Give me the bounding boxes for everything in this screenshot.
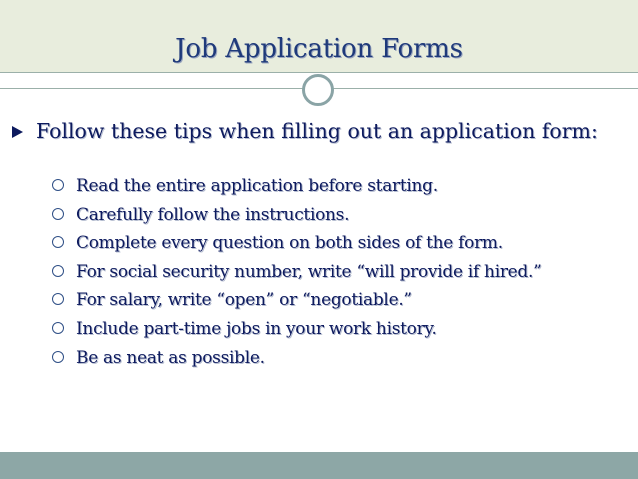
circle-bullet-icon bbox=[52, 179, 64, 191]
list-item bbox=[52, 262, 612, 291]
circle-bullet-icon bbox=[52, 236, 64, 248]
tip-text: Be as neat as possible. bbox=[76, 347, 265, 368]
circle-bullet-icon bbox=[52, 208, 64, 220]
list-item bbox=[52, 176, 612, 205]
triangle-bullet-icon bbox=[12, 126, 23, 138]
tips-list bbox=[52, 176, 612, 376]
lead-bullet bbox=[12, 118, 612, 144]
circle-bullet-icon bbox=[52, 351, 64, 363]
list-item bbox=[52, 233, 612, 262]
list-item bbox=[52, 290, 612, 319]
tip-text: Complete every question on both sides of the form. bbox=[76, 233, 503, 254]
tip-text: Carefully follow the instructions. bbox=[76, 204, 350, 225]
circle-bullet-icon bbox=[52, 293, 64, 305]
list-item bbox=[52, 348, 612, 377]
circle-bullet-icon bbox=[52, 322, 64, 334]
circle-ornament-icon bbox=[302, 74, 334, 106]
circle-bullet-icon bbox=[52, 265, 64, 277]
bottom-accent-bar bbox=[0, 452, 638, 479]
list-item bbox=[52, 319, 612, 348]
tip-text: Read the entire application before starting. bbox=[76, 176, 438, 196]
tip-text: For social security number, write “will provide if hired.” bbox=[76, 261, 542, 282]
list-item bbox=[52, 205, 612, 234]
tip-text: For salary, write “open” or “negotiable.” bbox=[76, 290, 412, 311]
tip-text: Include part-time jobs in your work history. bbox=[76, 318, 437, 339]
lead-text: Follow these tips when filling out an application form: bbox=[36, 119, 598, 143]
slide-title: Job Application Forms bbox=[175, 34, 463, 64]
